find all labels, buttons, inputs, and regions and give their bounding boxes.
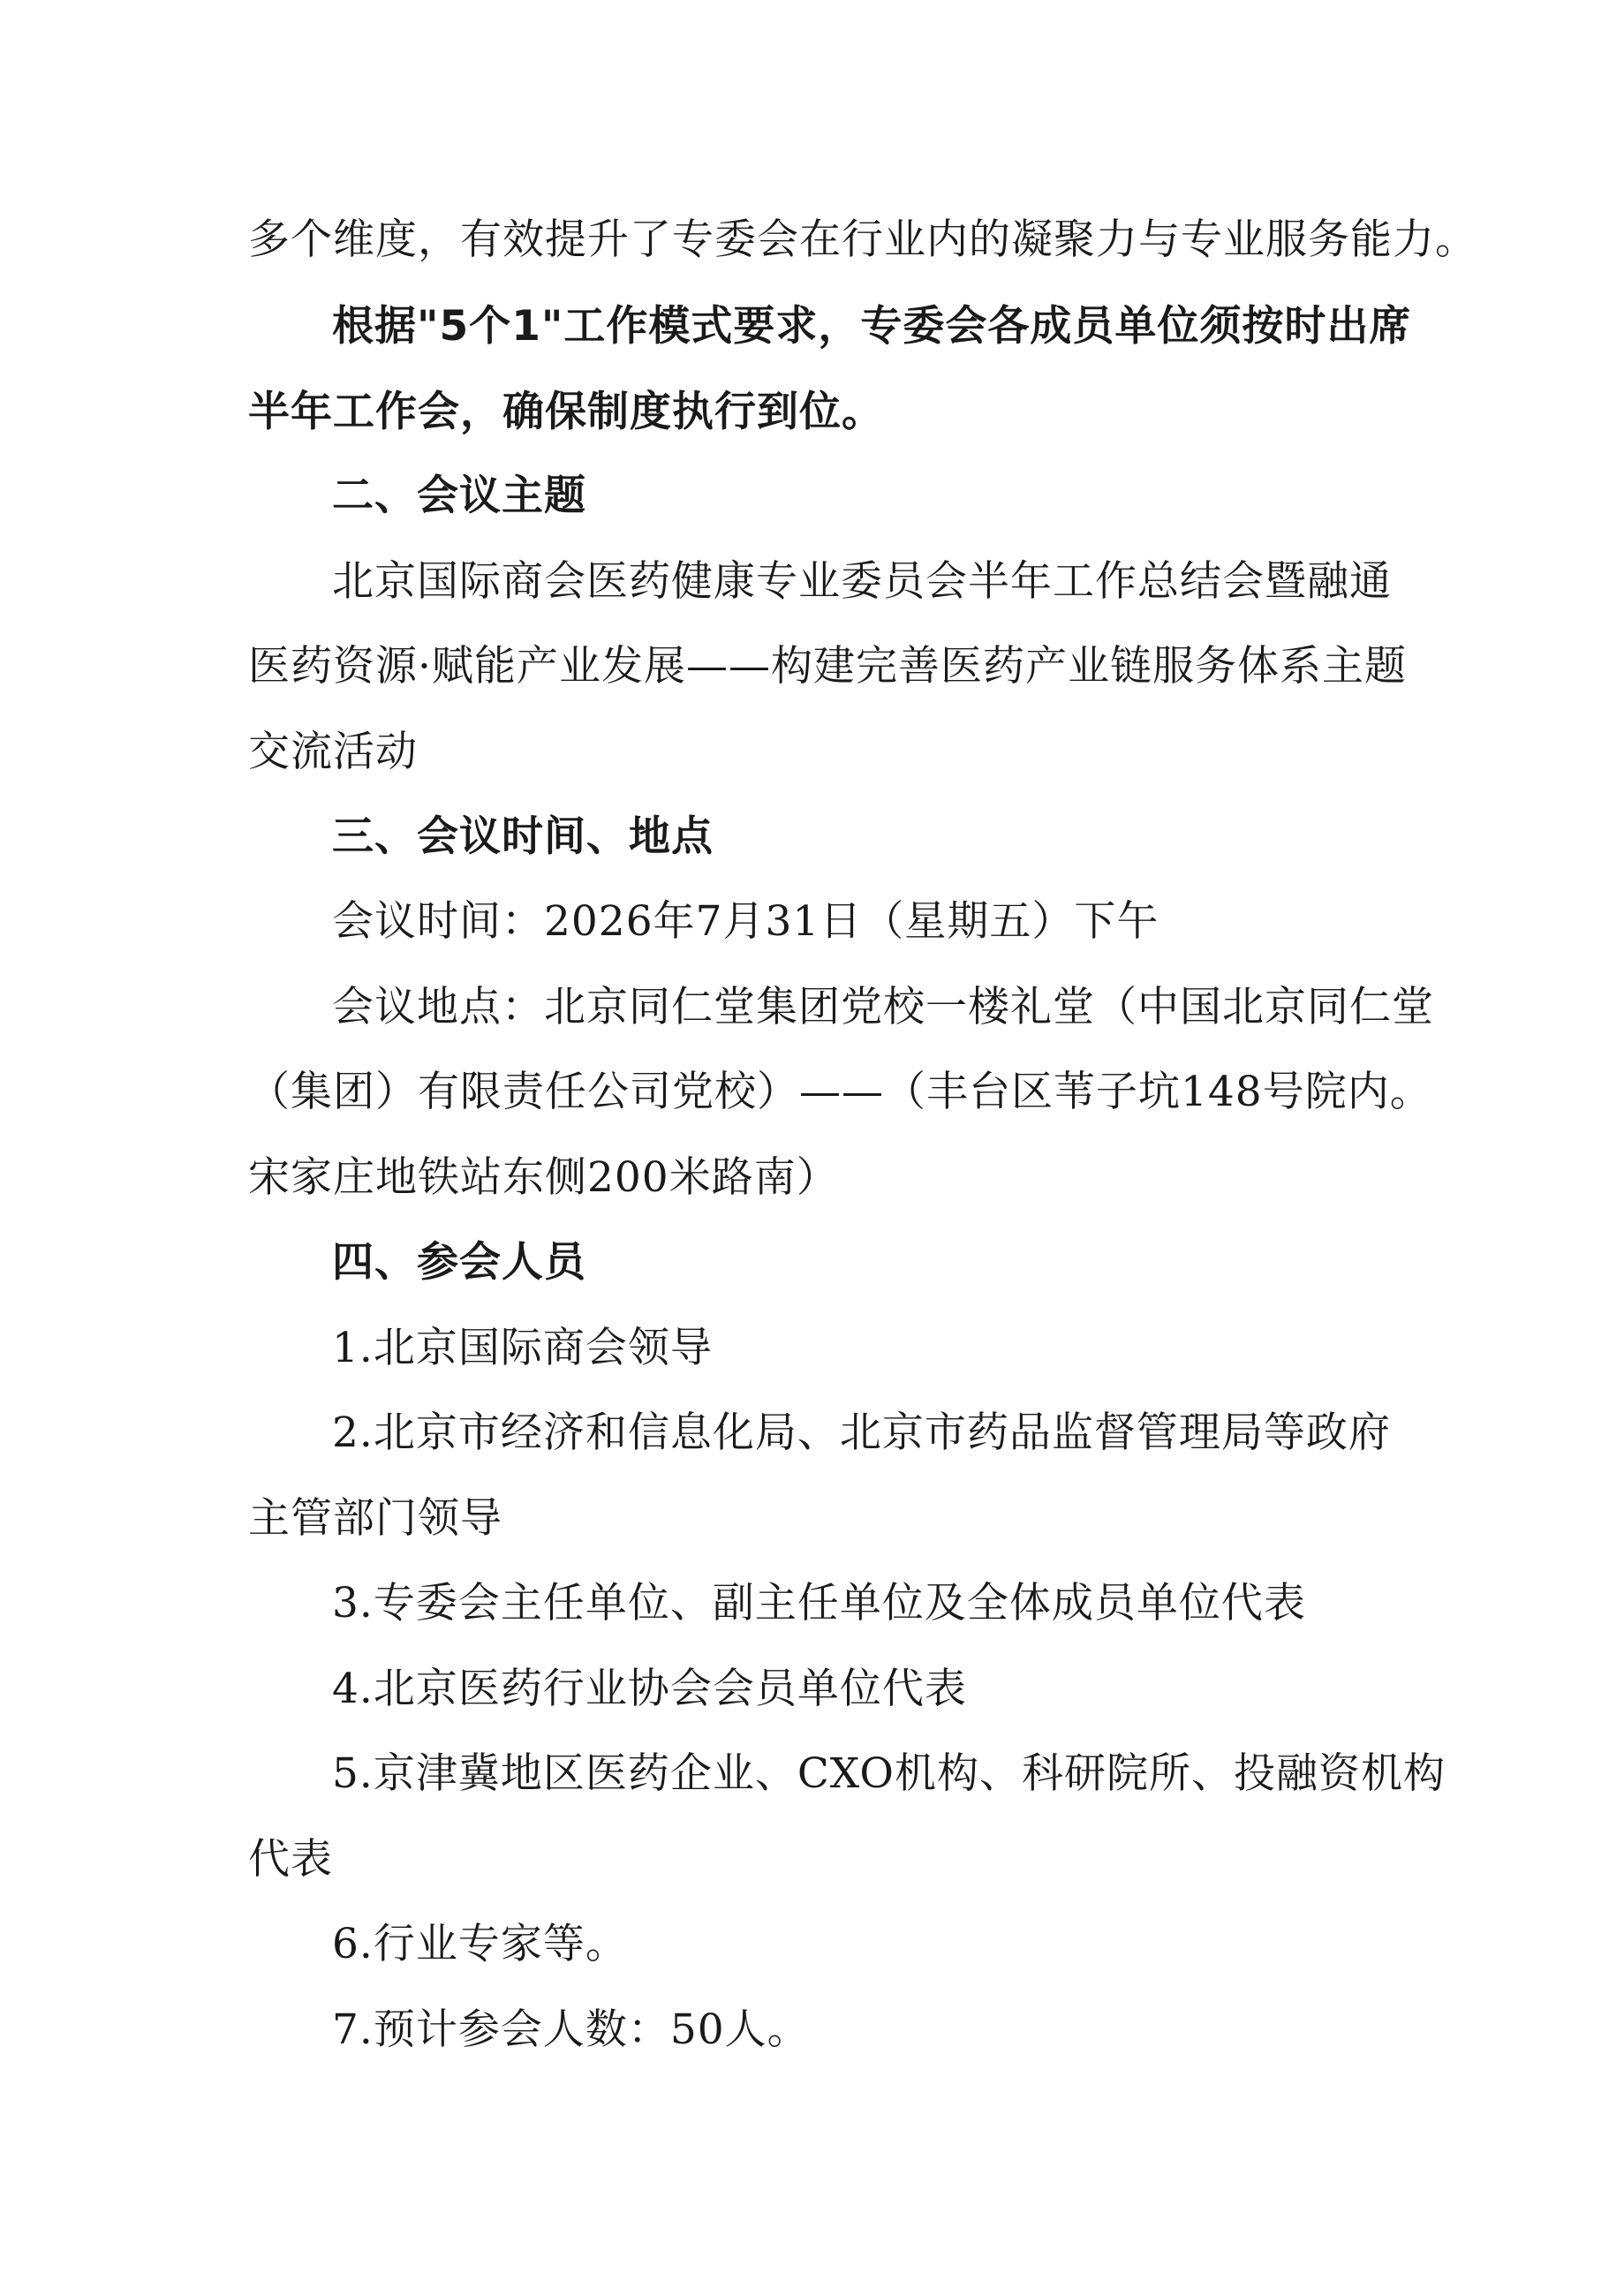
attendee-item-5-line-1: 5.京津冀地区医药企业、CXO机构、科研院所、投融资机构 (332, 1749, 1446, 1798)
bold-requirement-line-2: 半年工作会，确保制度执行到位。 (248, 388, 884, 436)
bold-requirement-line-1: 根据"5个1"工作模式要求，专委会各成员单位须按时出席 (332, 302, 1412, 351)
attendee-item-1: 1.北京国际商会领导 (332, 1324, 713, 1372)
section-heading-time-place: 三、会议时间、地点 (332, 812, 714, 861)
attendee-item-2-line-1: 2.北京市经济和信息化局、北京市药品监督管理局等政府 (332, 1409, 1391, 1457)
attendee-item-4: 4.北京医药行业协会会员单位代表 (332, 1665, 967, 1713)
meeting-time: 会议时间：2026年7月31日（星期五）下午 (332, 897, 1159, 946)
section-heading-theme: 二、会议主题 (332, 472, 586, 520)
attendee-item-7: 7.预计参会人数：50人。 (332, 2005, 810, 2054)
attendee-item-6: 6.行业专家等。 (332, 1920, 628, 1968)
attendee-item-3: 3.专委会主任单位、副主任单位及全体成员单位代表 (332, 1579, 1306, 1628)
meeting-place-line-2: （集团）有限责任公司党校）——（丰台区苇子坑148号院内。 (248, 1068, 1432, 1116)
attendee-item-2-line-2: 主管部门领导 (248, 1494, 502, 1543)
meeting-place-line-1: 会议地点：北京同仁堂集团党校一楼礼堂（中国北京同仁堂 (332, 983, 1434, 1031)
theme-text-line-3: 交流活动 (248, 728, 418, 776)
section-heading-attendees: 四、参会人员 (332, 1238, 586, 1287)
meeting-place-line-3: 宋家庄地铁站东侧200米路南） (248, 1153, 839, 1202)
theme-text-line-2: 医药资源·赋能产业发展——构建完善医药产业链服务体系主题 (248, 642, 1407, 691)
paragraph-continuation: 多个维度，有效提升了专委会在行业内的凝聚力与专业服务能力。 (248, 215, 1477, 264)
theme-text-line-1: 北京国际商会医药健康专业委员会半年工作总结会暨融通 (332, 557, 1392, 606)
attendee-item-5-line-2: 代表 (248, 1835, 333, 1884)
